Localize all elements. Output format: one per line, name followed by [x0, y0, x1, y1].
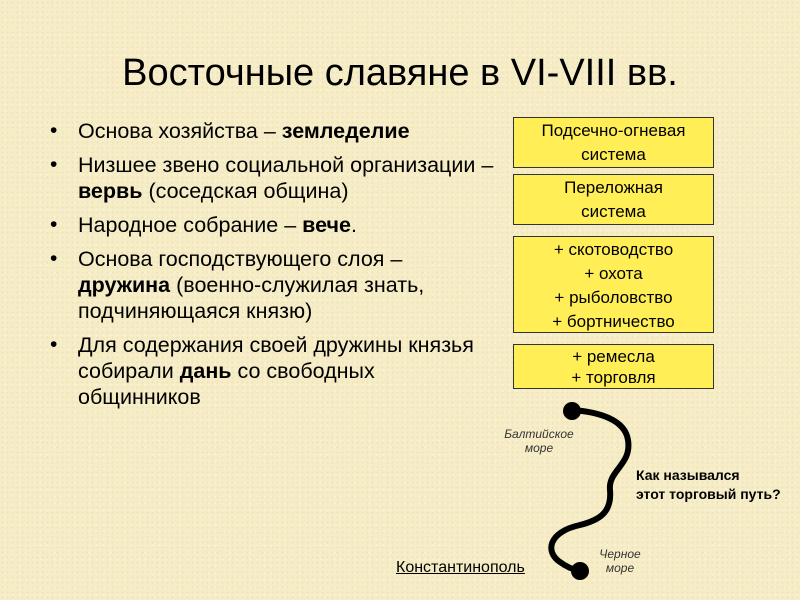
- bullet-dot-icon: •: [50, 153, 58, 176]
- box-line: + бортничество: [552, 312, 675, 331]
- box-line: + рыболовство: [554, 288, 673, 307]
- bullet-item: [44, 332, 494, 410]
- bullet-text: .: [350, 213, 357, 237]
- baltic-sea-label: [496, 427, 582, 455]
- bullet-list: [44, 118, 494, 418]
- bullet-keyword: вече: [302, 213, 351, 237]
- box-line: + ремесла: [572, 347, 655, 366]
- bullet-keyword: вервь: [78, 179, 143, 203]
- box-line: система: [581, 145, 646, 164]
- box-line: Подсечно-огневая: [541, 121, 686, 140]
- bullet-keyword: дань: [179, 359, 232, 383]
- bullet-item: [44, 152, 494, 204]
- sea-label-line: море: [605, 561, 635, 575]
- box-line: система: [581, 202, 646, 221]
- bullet-text: Основа господствующего слоя –: [78, 247, 403, 271]
- box-line: + охота: [584, 264, 643, 283]
- bullet-keyword: дружина: [78, 273, 171, 297]
- sea-label-line: Черное: [599, 547, 641, 561]
- bullet-text: со свободных общинников: [78, 359, 375, 409]
- bullet-text: Народное собрание –: [78, 213, 303, 237]
- bullet-keyword: земледелие: [281, 119, 410, 143]
- route-end-point: [571, 562, 589, 580]
- bullet-dot-icon: •: [50, 213, 58, 236]
- sea-label-line: море: [524, 441, 554, 455]
- question-line: этот торговый путь?: [636, 486, 781, 502]
- box-fallow: [513, 174, 714, 225]
- bullet-item: [44, 118, 494, 144]
- box-line: + скотоводство: [553, 240, 674, 259]
- slide-title: Восточные славяне в VI-VIII вв.: [122, 52, 678, 94]
- bullet-text: (военно-служилая знать, подчиняющаяся князю): [78, 273, 425, 323]
- bullet-dot-icon: •: [50, 119, 58, 142]
- box-additional-crafts: [513, 236, 714, 333]
- route-start-point: [563, 402, 581, 420]
- box-line: + торговля: [571, 368, 656, 387]
- bullet-text: (соседская община): [142, 179, 349, 203]
- black-sea-label: [588, 547, 652, 575]
- bullet-text: Основа хозяйства –: [78, 119, 282, 143]
- question-line: Как назывался: [636, 467, 740, 483]
- constantinople-label: Константинополь: [396, 559, 525, 576]
- trade-route-question: [636, 466, 781, 504]
- bullet-dot-icon: •: [50, 333, 58, 356]
- bullet-dot-icon: •: [50, 247, 58, 270]
- sea-label-line: Балтийское: [504, 427, 574, 441]
- box-trade: [513, 344, 714, 389]
- bullet-item: [44, 246, 494, 324]
- bullet-text: Низшее звено социальной организации –: [78, 153, 494, 177]
- bullet-item: [44, 212, 494, 238]
- box-slash-and-burn: [513, 117, 714, 168]
- bullet-text: Для содержания своей дружины князья собирали: [78, 333, 474, 383]
- box-line: Переложная: [564, 178, 663, 197]
